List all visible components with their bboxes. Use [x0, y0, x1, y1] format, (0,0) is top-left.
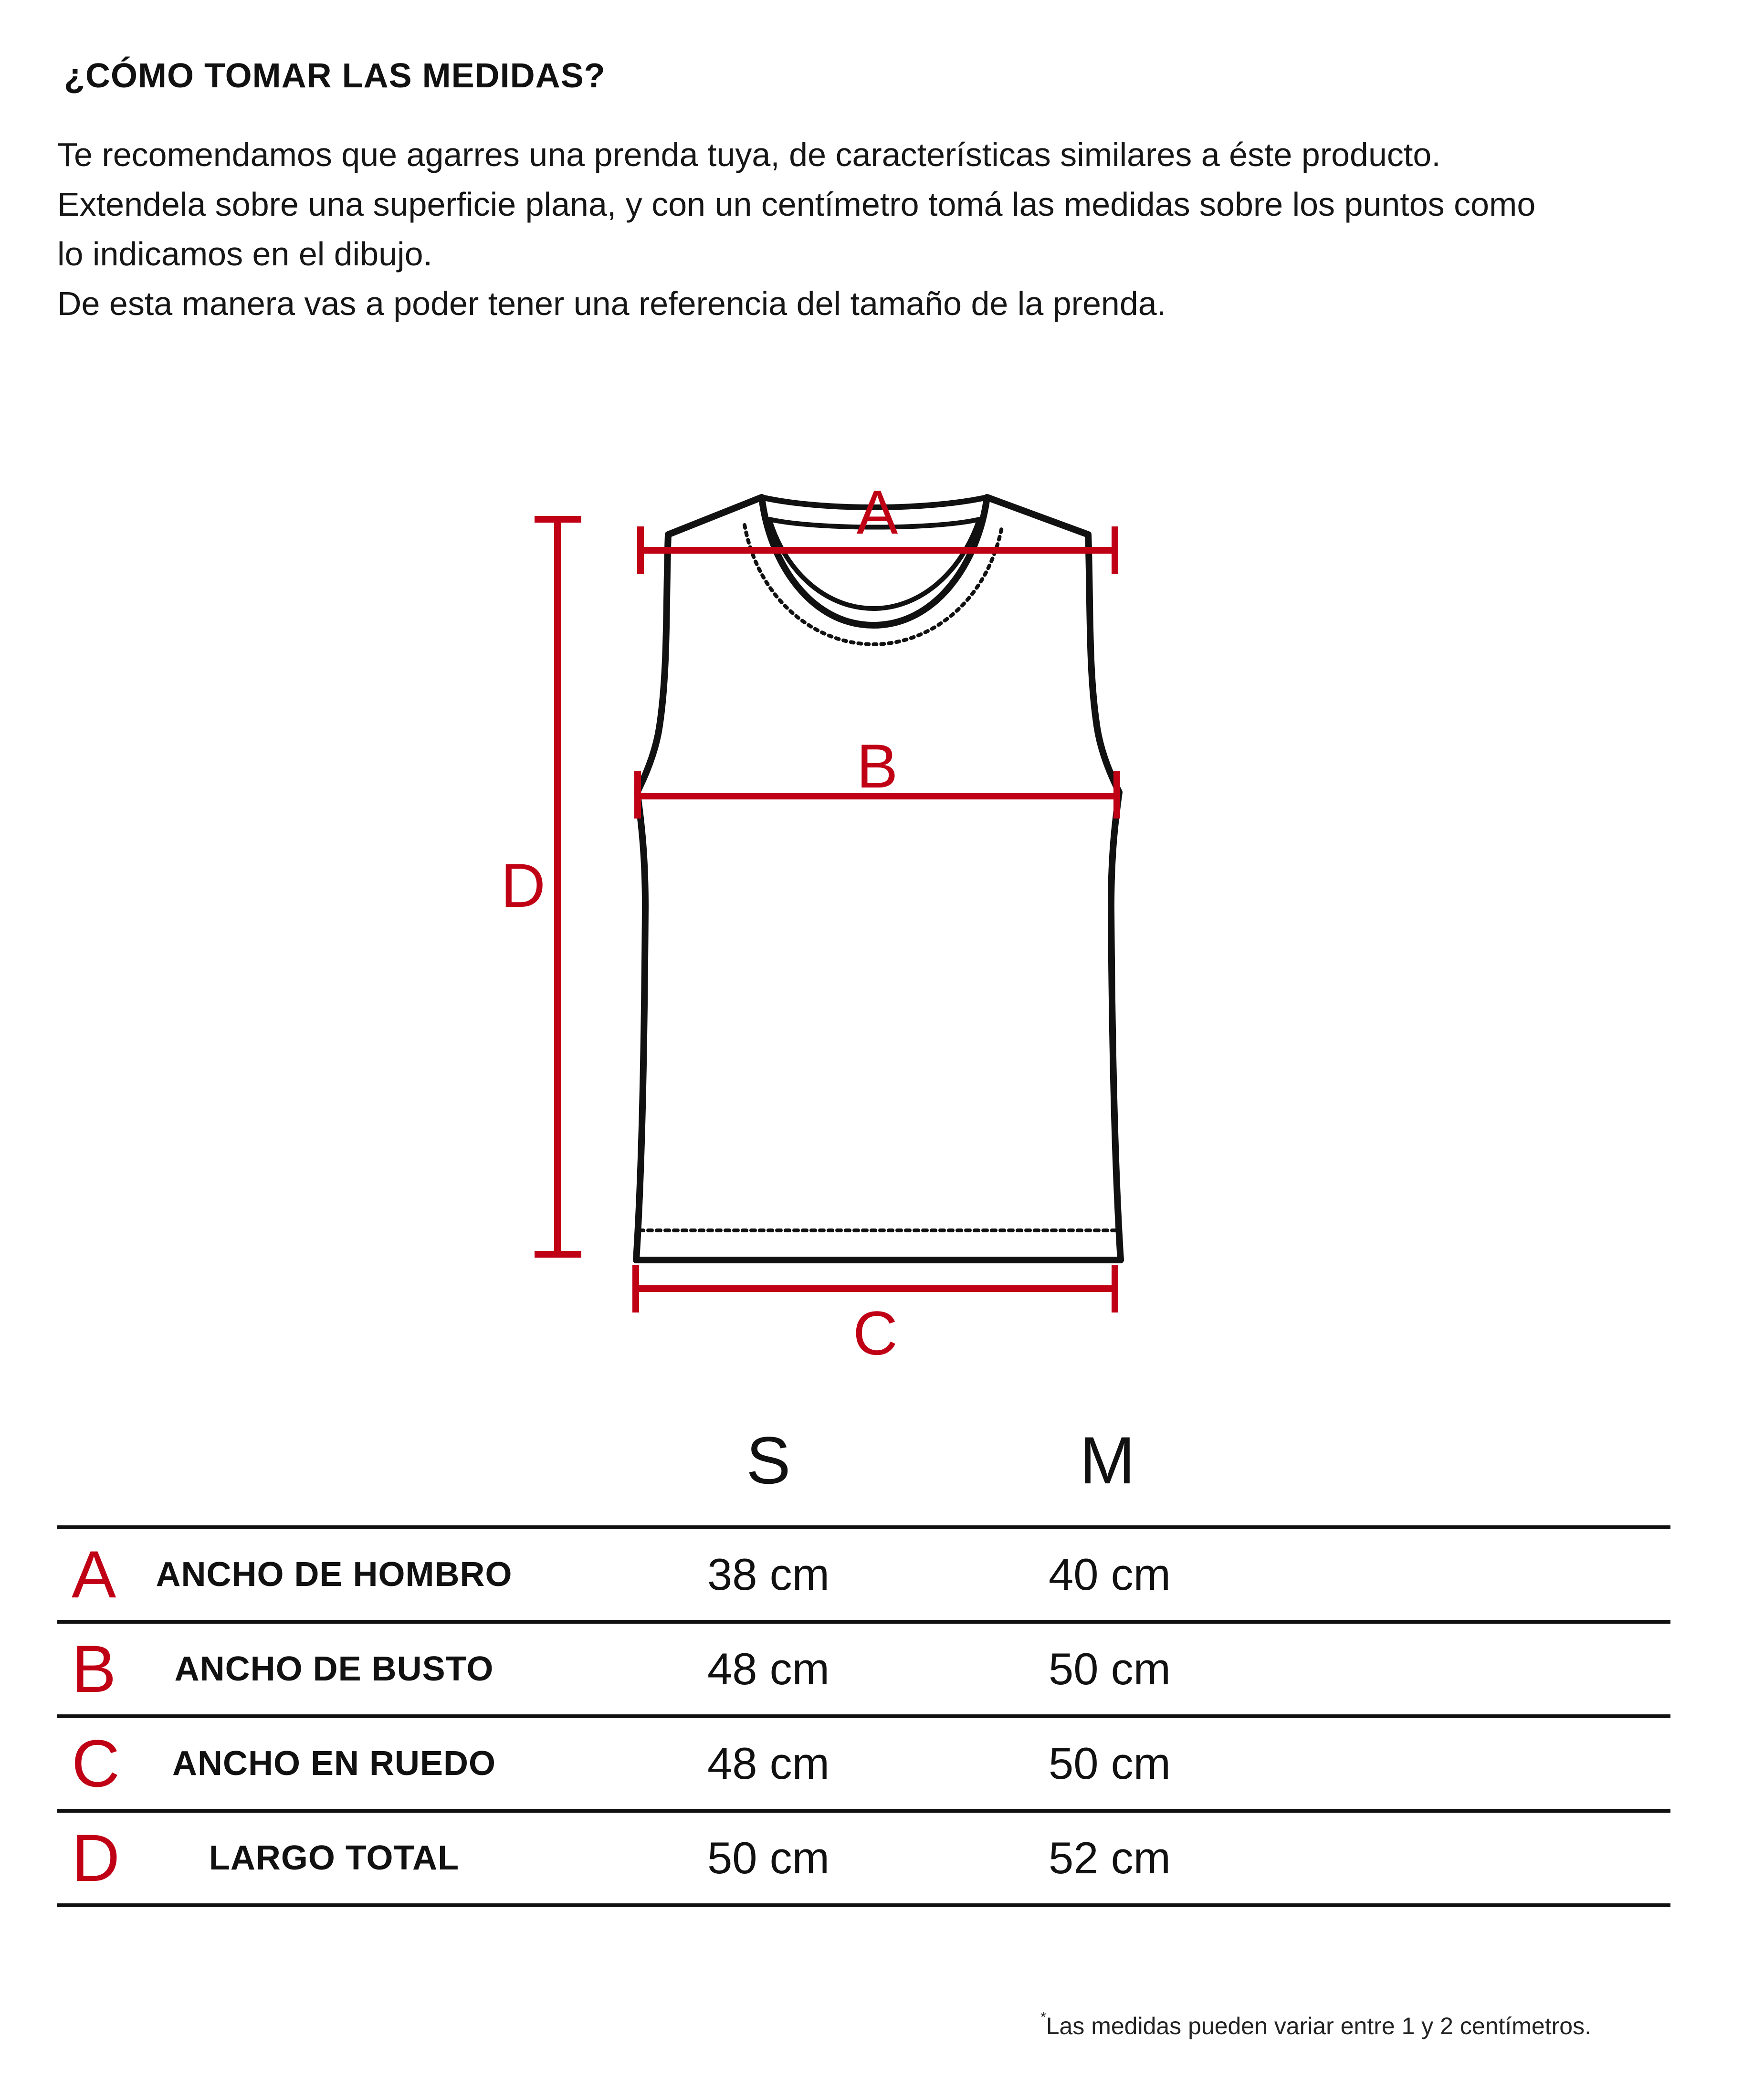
- footnote-mark: *: [1040, 2009, 1046, 2025]
- footnote-text: Las medidas pueden variar entre 1 y 2 centímetros.: [1046, 2013, 1591, 2039]
- row-value-m: 40 cm: [1049, 1549, 1171, 1599]
- row-letter: D: [72, 1820, 120, 1895]
- row-value-m: 52 cm: [1049, 1833, 1171, 1883]
- page-title: ¿CÓMO TOMAR LAS MEDIDAS?: [64, 57, 606, 95]
- row-letter: A: [72, 1537, 116, 1612]
- row-value-m: 50 cm: [1049, 1738, 1171, 1788]
- label-a: A: [856, 477, 898, 547]
- garment-outline: [636, 497, 1121, 1260]
- table-row: [57, 1529, 1670, 1620]
- intro-line: lo indicamos en el dibujo.: [57, 235, 433, 273]
- size-header-s: S: [746, 1423, 791, 1498]
- row-label: LARGO TOTAL: [209, 1839, 460, 1877]
- row-label: ANCHO DE BUSTO: [174, 1650, 494, 1688]
- row-letter: C: [72, 1726, 120, 1801]
- row-label: ANCHO DE HOMBRO: [156, 1555, 513, 1594]
- row-value-s: 50 cm: [707, 1833, 830, 1883]
- row-letter: B: [72, 1631, 116, 1706]
- table-row: [57, 1813, 1670, 1903]
- label-d: D: [501, 850, 546, 920]
- label-b: B: [856, 731, 898, 801]
- row-value-s: 38 cm: [707, 1549, 830, 1599]
- table-divider: [57, 1714, 1670, 1718]
- footnote: [1040, 2009, 1591, 2040]
- table-divider: [57, 1620, 1670, 1624]
- table-divider: [57, 1903, 1670, 1907]
- label-c: C: [853, 1298, 898, 1368]
- table-row: [57, 1718, 1670, 1809]
- table-divider: [57, 1525, 1670, 1529]
- row-label: ANCHO EN RUEDO: [172, 1744, 496, 1783]
- table-divider: [57, 1809, 1670, 1813]
- intro-line: Te recomendamos que agarres una prenda tuya, de características similares a éste producto.: [57, 136, 1441, 173]
- table-row: [57, 1624, 1670, 1714]
- intro-line: Extendela sobre una superficie plana, y con un centímetro tomá las medidas sobre los puntos como: [57, 186, 1536, 223]
- row-value-m: 50 cm: [1049, 1644, 1171, 1694]
- tank-top-icon: [636, 497, 1121, 1260]
- row-value-s: 48 cm: [707, 1738, 830, 1788]
- row-value-s: 48 cm: [707, 1644, 830, 1694]
- intro-line: De esta manera vas a poder tener una referencia del tamaño de la prenda.: [57, 285, 1166, 322]
- size-header-m: M: [1079, 1423, 1135, 1498]
